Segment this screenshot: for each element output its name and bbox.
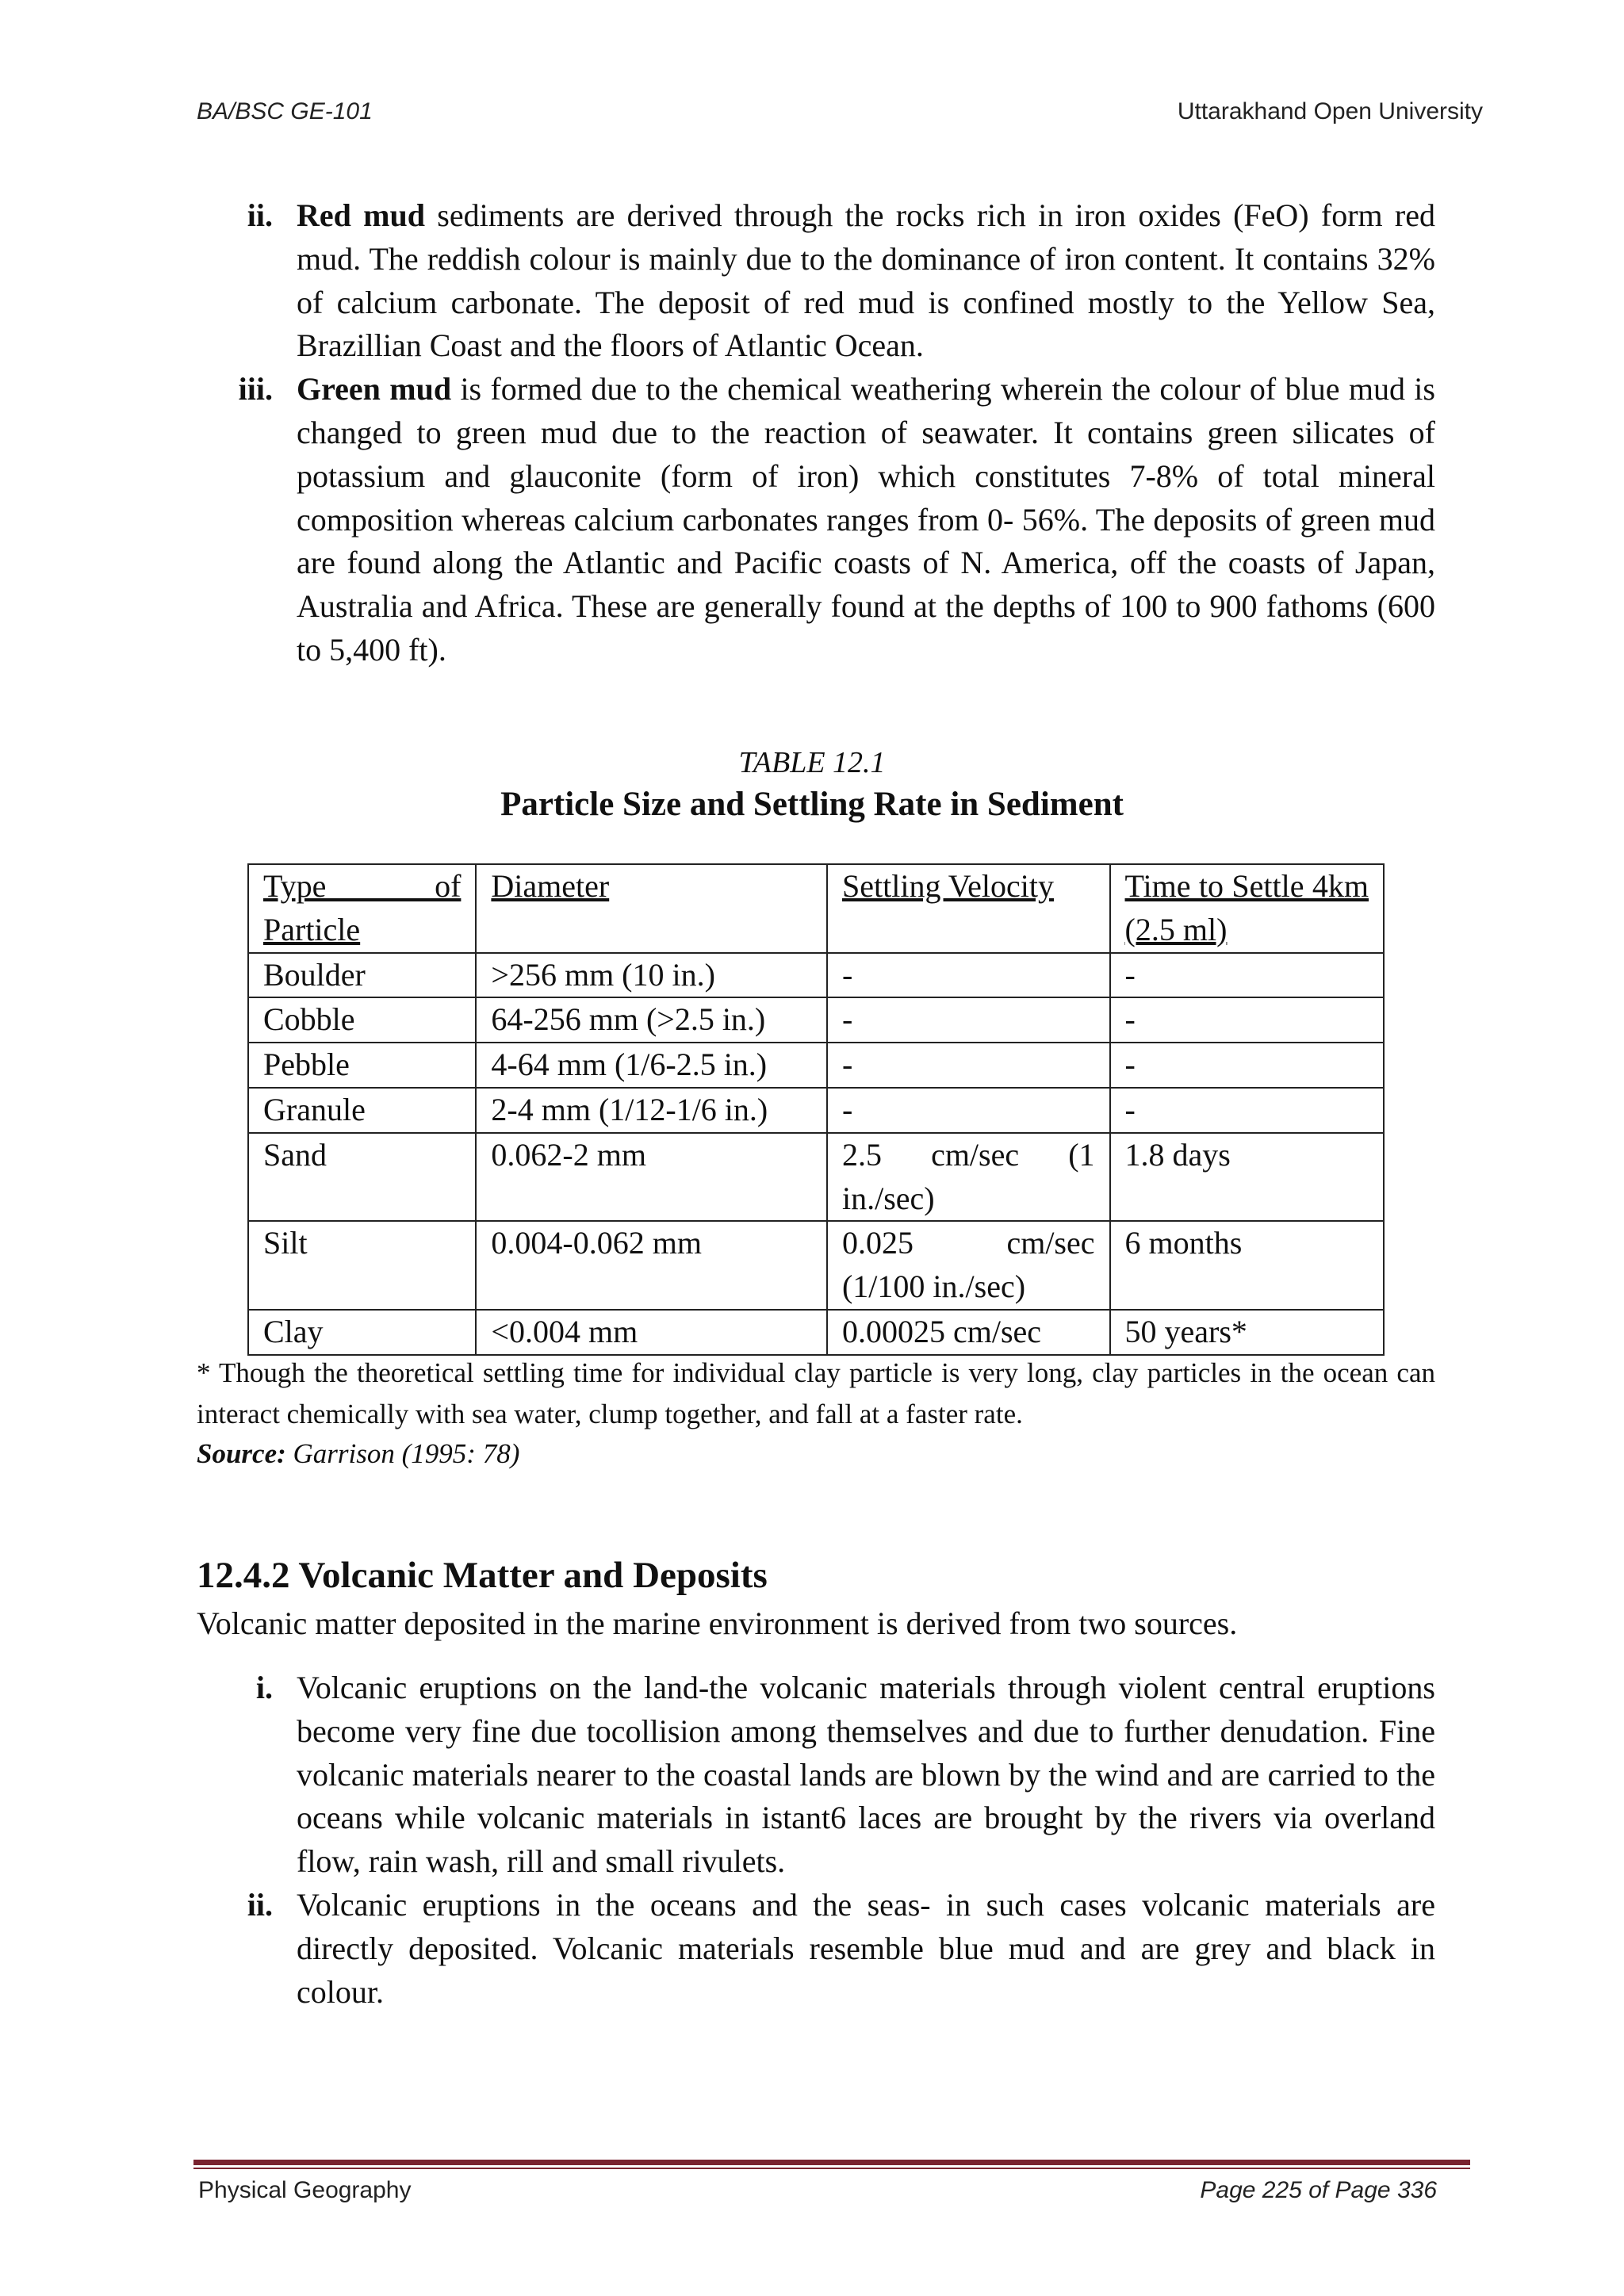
- table-label: TABLE 12.1: [738, 746, 886, 779]
- cell-diameter: 4-64 mm (1/6-2.5 in.): [476, 1043, 827, 1088]
- table-source: [197, 1438, 519, 1470]
- list-number: ii.: [247, 1886, 273, 1923]
- table-row: [248, 997, 1384, 1043]
- table-header-row: [248, 864, 1384, 953]
- cell-velocity: -: [827, 953, 1110, 998]
- cell-velocity: 0.025 cm/sec (1/100 in./sec): [827, 1221, 1110, 1310]
- cell-velocity: 2.5 cm/sec (1 in./sec): [827, 1133, 1110, 1222]
- footer-subject: Physical Geography: [198, 2177, 412, 2203]
- cell-time: -: [1110, 1043, 1384, 1088]
- list-number: i.: [255, 1670, 273, 1705]
- list-item-text: Volcanic eruptions on the land-the volcanic materials through violent central eruptions become very fine due tocollision among themselves and due to further denudation. Fine volcanic materials nearer to the coastal lands are blown by the wind and are carried to the oceans while volcanic materials in istant6 laces are brought by the rivers via overland flow, rain wash, rill and small rivulets.: [297, 1670, 1435, 1880]
- cell-diameter: 0.062-2 mm: [476, 1133, 827, 1222]
- header-type-of-particle: Type of Particle: [248, 864, 476, 953]
- footer-divider: [193, 2160, 1470, 2169]
- cell-time: -: [1110, 1088, 1384, 1133]
- cell-diameter: 2-4 mm (1/12-1/6 in.): [476, 1088, 827, 1133]
- table-row: [248, 953, 1384, 998]
- cell-type: Sand: [248, 1133, 476, 1222]
- table-row: [248, 1088, 1384, 1133]
- header-university: Uttarakhand Open University: [1177, 98, 1483, 124]
- cell-diameter: 0.004-0.062 mm: [476, 1221, 827, 1310]
- cell-type: Granule: [248, 1088, 476, 1133]
- cell-time: -: [1110, 997, 1384, 1043]
- cell-type: Pebble: [248, 1043, 476, 1088]
- list-item-text: is formed due to the chemical weathering wherein the colour of blue mud is changed to green mud due to the reaction of seawater. It contains green silicates of potassium and glauconite (form of iron) which constitutes 7-8% of total mineral composition whereas calcium carbonates ranges from 0- 56%. The deposits of green mud are found along the Atlantic and Pacific coasts of N. America, off the coasts of Japan, Australia and Africa. These are generally found at the depths of 100 to 900 fathoms (600 to 5,400 ft).: [297, 371, 1435, 668]
- list-item-volcanic-ocean: [197, 1884, 1435, 2014]
- header-settling-velocity: Settling Velocity: [827, 864, 1110, 953]
- cell-type: Clay: [248, 1310, 476, 1355]
- header-time-to-settle: Time to Settle 4km (2.5 ml): [1110, 864, 1384, 953]
- list-item-green-mud: [197, 368, 1435, 672]
- source-label: Source:: [197, 1438, 286, 1469]
- list-item-text: Volcanic eruptions in the oceans and the seas- in such cases volcanic materials are directly deposited. Volcanic materials resemble blue mud and are grey and black in colour.: [297, 1886, 1435, 2010]
- list-number: ii.: [247, 197, 273, 233]
- cell-type: Cobble: [248, 997, 476, 1043]
- term-green-mud: Green mud: [297, 371, 452, 408]
- cell-diameter: 64-256 mm (>2.5 in.): [476, 997, 827, 1043]
- volcanic-sources-list: [197, 1667, 1435, 2014]
- term-red-mud: Red mud: [297, 197, 425, 233]
- header-diameter: Diameter: [476, 864, 827, 953]
- cell-velocity: -: [827, 1043, 1110, 1088]
- table-footnote: * Though the theoretical settling time for individual clay particle is very long, clay particles in the ocean can interact chemically with sea water, clump together, and fall at a faster rate.: [197, 1357, 1435, 1429]
- table-row: [248, 1043, 1384, 1088]
- cell-time: 50 years*: [1110, 1310, 1384, 1355]
- cell-diameter: >256 mm (10 in.): [476, 953, 827, 998]
- section-intro: Volcanic matter deposited in the marine environment is derived from two sources.: [197, 1605, 1238, 1641]
- cell-type: Silt: [248, 1221, 476, 1310]
- list-item-text: sediments are derived through the rocks rich in iron oxides (FeO) form red mud. The reddish colour is mainly due to the dominance of iron content. It contains 32% of calcium carbonate. The deposit of red mud is confined mostly to the Yellow Sea, Brazillian Coast and the floors of Atlantic Ocean.: [297, 197, 1436, 364]
- source-text: Garrison (1995: 78): [285, 1438, 520, 1469]
- list-number: iii.: [238, 371, 273, 408]
- cell-type: Boulder: [248, 953, 476, 998]
- footer-page-number: Page 225 of Page 336: [1200, 2177, 1437, 2203]
- mud-types-list: [197, 194, 1435, 672]
- cell-time: -: [1110, 953, 1384, 998]
- table-row: [248, 1221, 1384, 1310]
- cell-velocity: -: [827, 1088, 1110, 1133]
- section-heading: 12.4.2 Volcanic Matter and Deposits: [197, 1555, 768, 1596]
- header-course-code: BA/BSC GE-101: [197, 98, 373, 124]
- cell-velocity: 0.00025 cm/sec: [827, 1310, 1110, 1355]
- cell-time: 6 months: [1110, 1221, 1384, 1310]
- particle-size-table: [247, 863, 1385, 1356]
- table-row: [248, 1310, 1384, 1355]
- list-item-red-mud: [197, 194, 1435, 368]
- cell-diameter: <0.004 mm: [476, 1310, 827, 1355]
- table-title: Particle Size and Settling Rate in Sediment: [500, 786, 1124, 823]
- table-row: [248, 1133, 1384, 1222]
- cell-velocity: -: [827, 997, 1110, 1043]
- list-item-volcanic-land: [197, 1667, 1435, 1884]
- cell-time: 1.8 days: [1110, 1133, 1384, 1222]
